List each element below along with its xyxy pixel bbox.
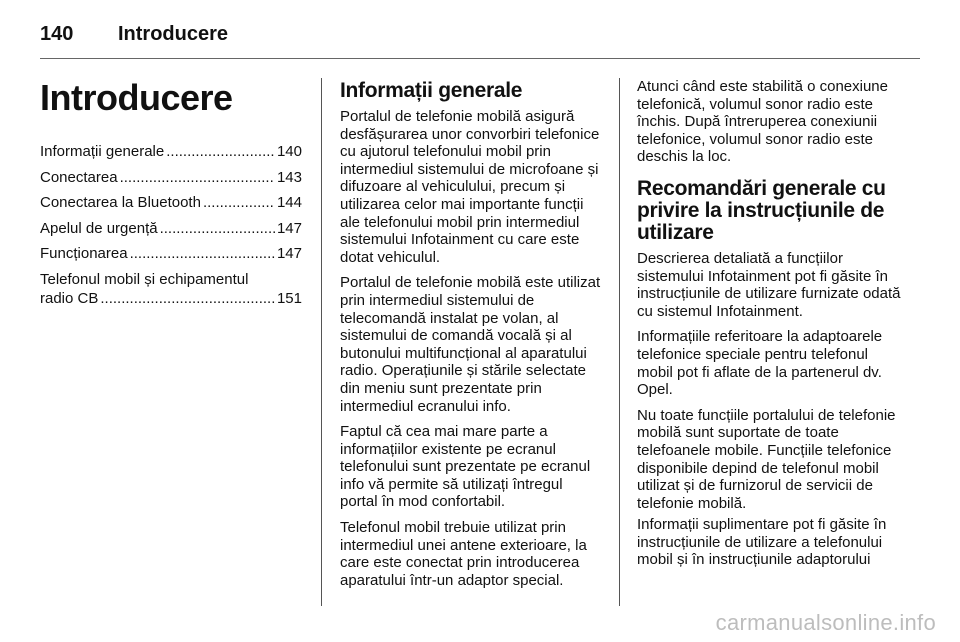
watermark: carmanualsonline.info: [715, 610, 936, 635]
body-paragraph: Telefonul mobil trebuie utilizat prin intermediul unei antene exterioare, la care este conectat prin introducerea aparatului într-un adaptor special.: [340, 519, 587, 589]
body-paragraph: Descrierea detaliată a funcțiilor sistemului Infotainment pot fi găsite în instrucțiunile de utilizare furnizate odată cu sistemul Infotainment.: [637, 249, 901, 320]
toc-entry-label: Conectarea la Bluetooth: [40, 194, 201, 211]
toc-entry-label: Conectarea: [40, 168, 118, 186]
toc-entry-page: 144: [276, 194, 302, 211]
table-of-contents: [40, 142, 302, 309]
body-paragraph: Atunci când este stabilită o conexiune telefonică, volumul sonor radio este închis. După întreruperea conexiunii telefonice, volumul sonor radio este deschis la loc.: [637, 78, 888, 166]
toc-entry-page: 140: [276, 143, 302, 160]
page-number: 140: [40, 23, 74, 45]
toc-leader-dots: [130, 244, 275, 264]
header-rule: [40, 58, 920, 59]
toc-entry-page: 151: [276, 290, 302, 307]
toc-entry-page: 147: [276, 245, 302, 262]
toc-entry[interactable]: [40, 270, 302, 309]
chapter-title: Introducere: [40, 77, 233, 118]
toc-entry-page: 147: [276, 219, 302, 237]
body-paragraph: Informații suplimentare pot fi găsite în instrucțiunile de utilizare a telefonului mobil și în instrucțiunile adaptorului: [637, 516, 887, 569]
toc-entry[interactable]: [40, 244, 302, 264]
body-paragraph: Portalul de telefonie mobilă este utilizat prin intermediul sistemului de telecomandă instalat pe volan, al sistemului de comandă vocală și al butonului multifuncțional al aparatului radio. Operațiunile și stările selectate din meniu sunt prezentate prin intermediul ecranului info.: [340, 274, 601, 415]
running-section-title: Introducere: [118, 23, 229, 45]
section-heading: Informații generale: [340, 79, 523, 102]
toc-entry-label: radio CB: [40, 290, 99, 307]
body-paragraph: Informațiile referitoare la adaptoarele telefonice speciale pentru telefonul mobil pot fi aflate de la partenerul dv. Opel.: [637, 328, 883, 399]
general-info-column: [340, 78, 603, 597]
column-divider-2: [619, 78, 620, 606]
toc-entry-label: Informații generale: [40, 143, 165, 160]
toc-entry-page: 143: [276, 168, 302, 186]
section-heading: Recomandări generale cu privire la instrucțiunile de utilizare: [637, 176, 886, 244]
toc-entry-label-line1: Telefonul mobil și echipamentul: [40, 270, 249, 288]
body-paragraph: Nu toate funcțiile portalului de telefonie mobilă sunt suportate de toate telefoanele mobile. Funcțiile telefonice disponibile depind de telefonul mobil utilizat și de furnizorul de servicii de telefonie mobilă.: [637, 406, 896, 512]
toc-leader-dots: [203, 193, 275, 213]
column-divider-1: [321, 78, 322, 606]
toc-entry[interactable]: [40, 142, 302, 162]
toc-entry[interactable]: [40, 168, 302, 188]
body-paragraph: Portalul de telefonie mobilă asigură desfășurarea unor convorbiri telefonice cu ajutorul telefonului mobil prin intermediul sistemului de microfoane și difuzoare al vehiculului, precum și utilizarea celor mai importante funcții ale telefonului mobil prin intermediul sistemului Infotainment cu care este dotat vehiculul.: [340, 108, 600, 266]
contents-column: [40, 78, 302, 315]
toc-leader-dots: [100, 289, 275, 309]
toc-entry-label: Funcționarea: [40, 245, 128, 262]
body-paragraph: Faptul că cea mai mare parte a informațiilor existente pe ecranul telefonului sunt prezentate pe ecranul info vă permite să utilizați întregul portal în mod confortabil.: [340, 423, 591, 511]
toc-leader-dots: [120, 168, 275, 188]
toc-entry-label: Apelul de urgență: [40, 219, 158, 237]
toc-leader-dots: [166, 142, 275, 162]
running-header: [40, 22, 228, 46]
toc-entry[interactable]: [40, 193, 302, 213]
recommendations-column: [637, 78, 902, 577]
toc-entry[interactable]: [40, 219, 302, 239]
toc-leader-dots: [160, 219, 275, 239]
